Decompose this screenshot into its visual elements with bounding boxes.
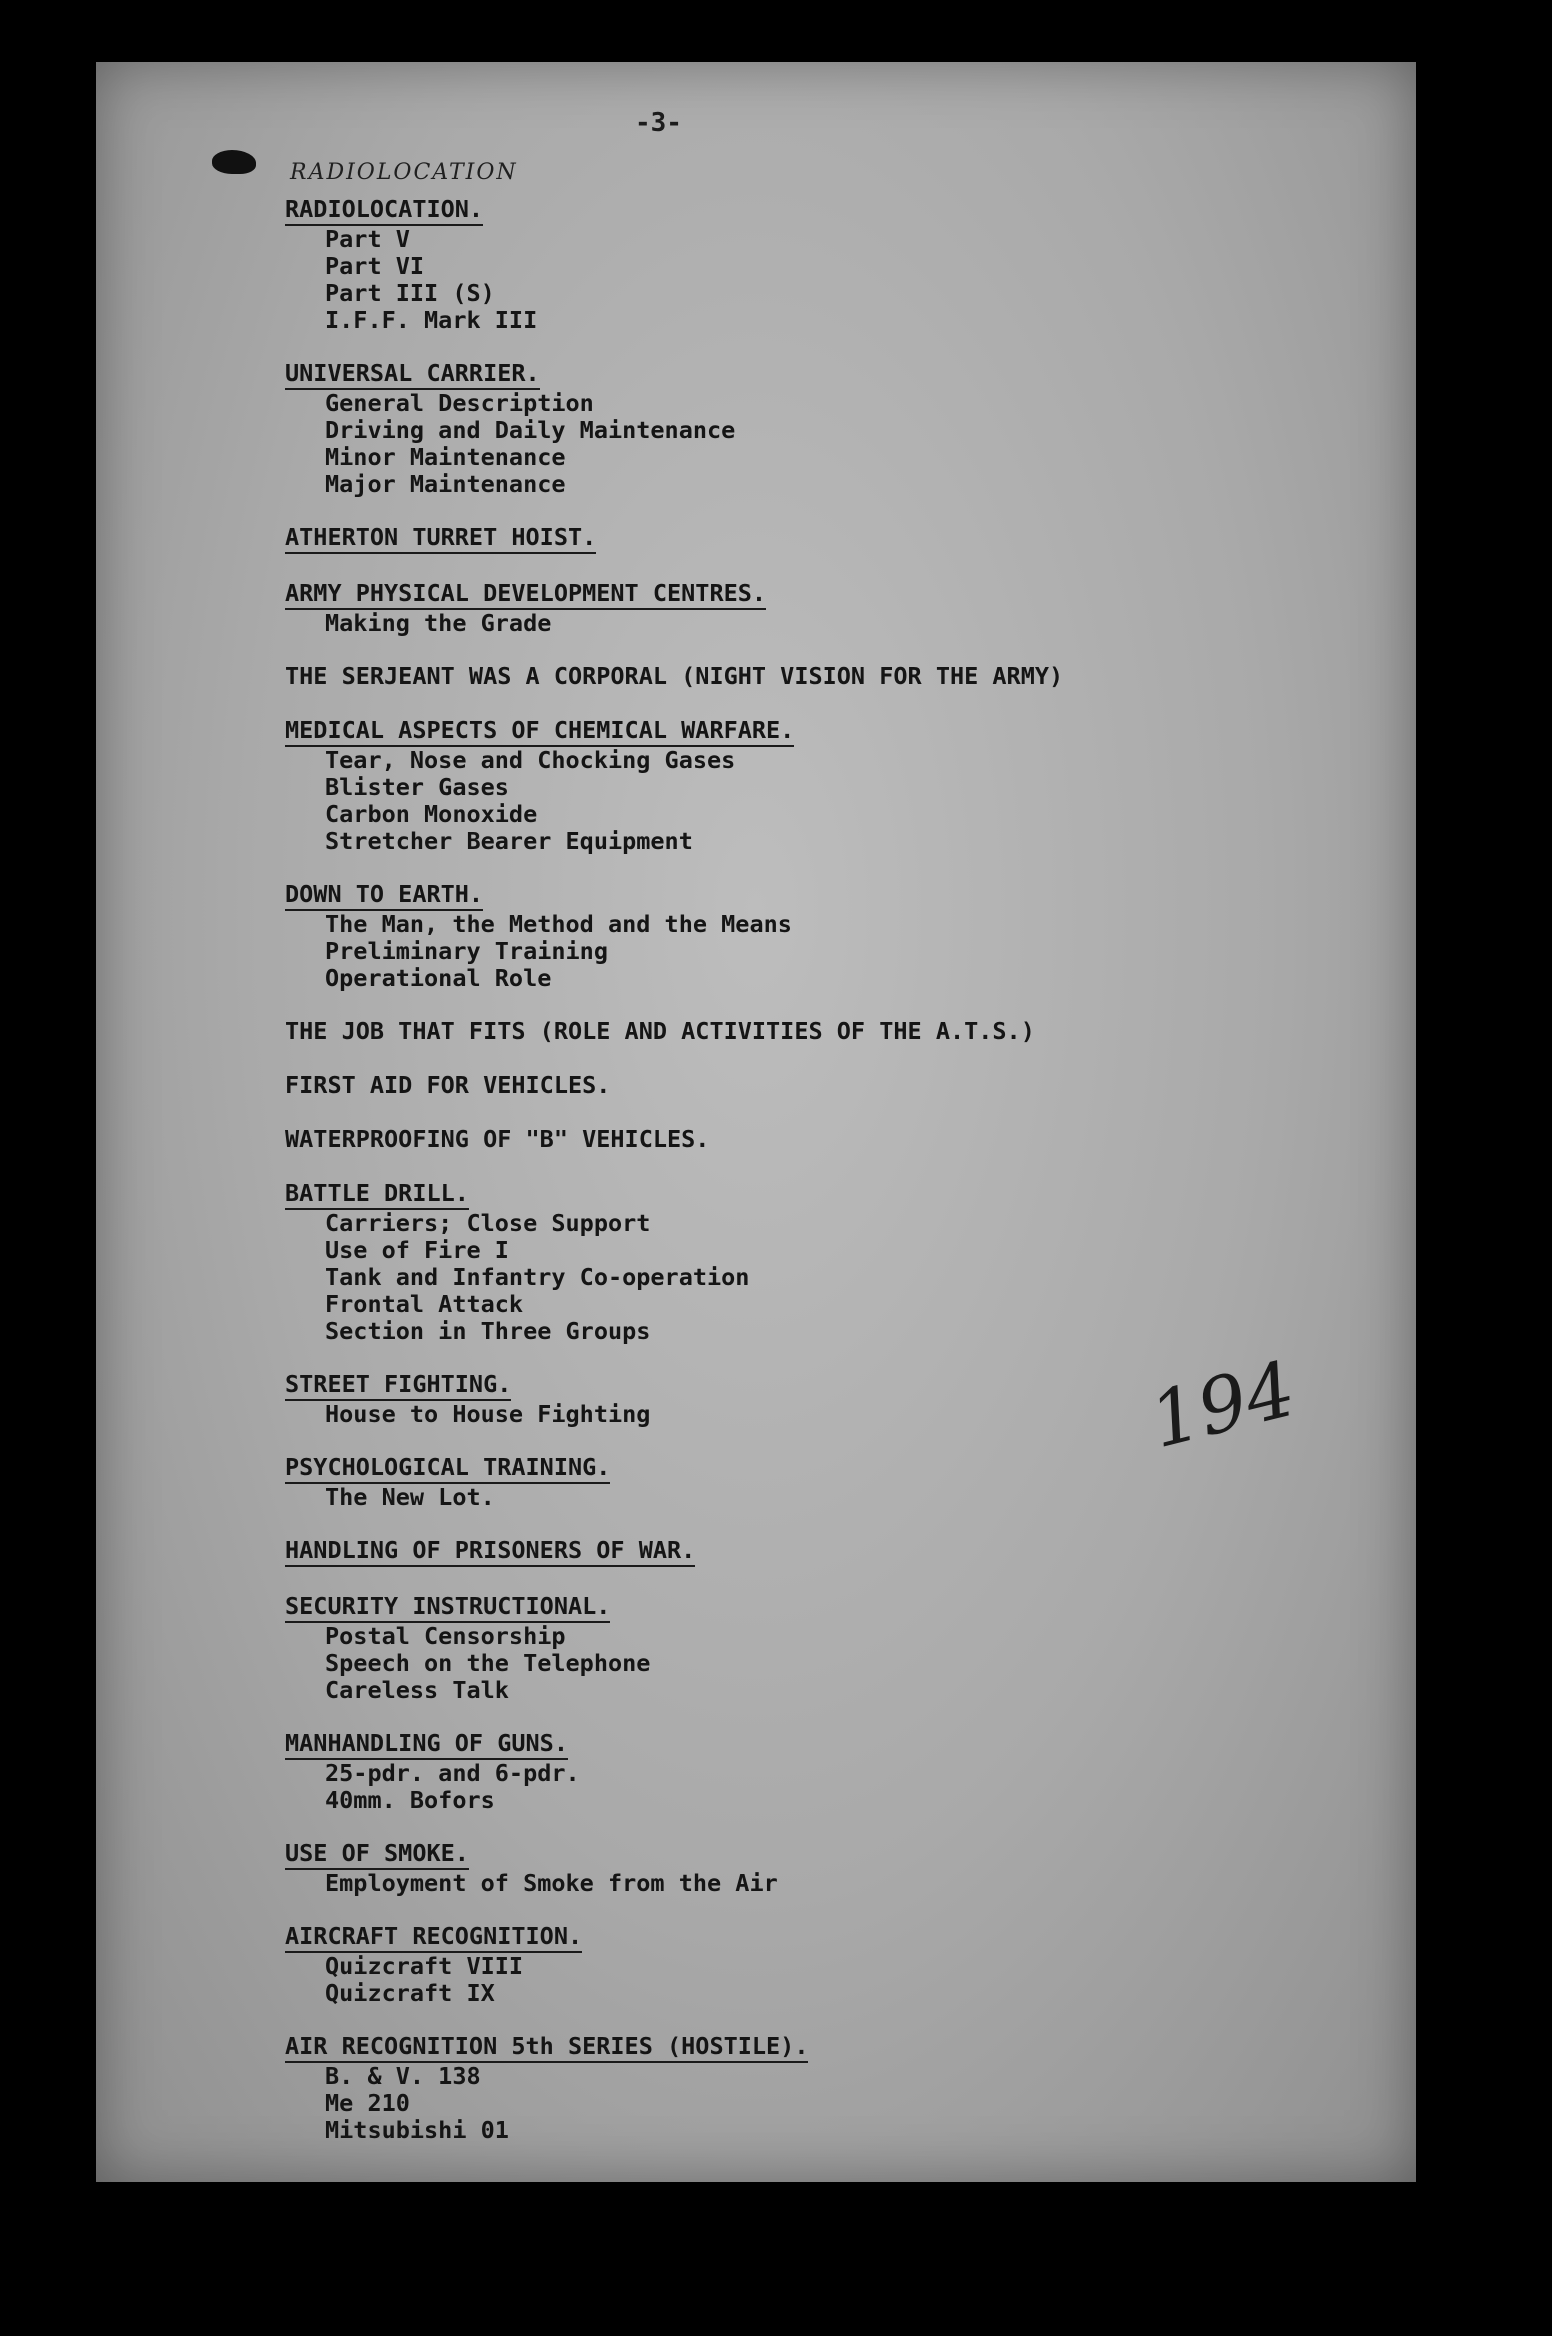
section: [285, 1593, 1385, 1704]
document-body: [285, 196, 1385, 2170]
section-item: Section in Three Groups: [325, 1317, 651, 1345]
section: [285, 1018, 1385, 1046]
section-item: Quizcraft VIII: [325, 1952, 524, 1980]
section-heading: AIR RECOGNITION 5th SERIES (HOSTILE).: [285, 2033, 808, 2063]
section: [285, 524, 1385, 554]
section-item: Part VI: [325, 252, 425, 280]
section-heading: ATHERTON TURRET HOIST.: [285, 524, 596, 554]
section-item: Minor Maintenance: [325, 443, 566, 471]
section-heading: HANDLING OF PRISONERS OF WAR.: [285, 1537, 695, 1567]
section-item: Carriers; Close Support: [325, 1209, 651, 1237]
section-heading: UNIVERSAL CARRIER.: [285, 360, 540, 390]
ink-blot: [212, 150, 256, 174]
section-heading: THE SERJEANT WAS A CORPORAL (NIGHT VISION FOR THE ARMY): [285, 662, 1064, 690]
section-item: Major Maintenance: [325, 470, 566, 498]
section-heading: THE JOB THAT FITS (ROLE AND ACTIVITIES OF THE A.T.S.): [285, 1017, 1035, 1045]
section-item: Frontal Attack: [325, 1290, 524, 1318]
section: [285, 2033, 1385, 2144]
section: [285, 1537, 1385, 1567]
section-item: Use of Fire I: [325, 1236, 509, 1264]
page-number: -3-: [635, 108, 682, 138]
section-item: Speech on the Telephone: [325, 1649, 651, 1677]
section-item: 25-pdr. and 6-pdr.: [325, 1759, 580, 1787]
section-item: Quizcraft IX: [325, 1979, 495, 2007]
section-item: Tank and Infantry Co-operation: [325, 1263, 750, 1291]
section: [285, 1454, 1385, 1511]
section-heading: WATERPROOFING OF "B" VEHICLES.: [285, 1125, 710, 1153]
section-item: Preliminary Training: [325, 937, 608, 965]
section-item: Blister Gases: [325, 773, 509, 801]
section-heading: MANHANDLING OF GUNS.: [285, 1730, 568, 1760]
section: [285, 1126, 1385, 1154]
section-heading: PSYCHOLOGICAL TRAINING.: [285, 1454, 610, 1484]
section-heading: MEDICAL ASPECTS OF CHEMICAL WARFARE.: [285, 717, 794, 747]
section-item: Careless Talk: [325, 1676, 509, 1704]
section-item: Operational Role: [325, 964, 552, 992]
section-item: Mitsubishi 01: [325, 2116, 509, 2144]
section-heading: STREET FIGHTING.: [285, 1371, 511, 1401]
section-item: Postal Censorship: [325, 1622, 566, 1650]
section-item: Making the Grade: [325, 609, 552, 637]
section: [285, 580, 1385, 637]
section: [285, 1923, 1385, 2007]
section-heading: BATTLE DRILL.: [285, 1180, 469, 1210]
section: [285, 196, 1385, 334]
section-item: I.F.F. Mark III: [325, 306, 538, 334]
section-heading: RADIOLOCATION.: [285, 196, 483, 226]
section: [285, 717, 1385, 855]
section: [285, 881, 1385, 992]
section-item: Employment of Smoke from the Air: [325, 1869, 778, 1897]
section: [285, 1840, 1385, 1897]
section-item: Stretcher Bearer Equipment: [325, 827, 693, 855]
handwritten-title: RADIOLOCATION: [290, 160, 518, 185]
section-heading: DOWN TO EARTH.: [285, 881, 483, 911]
section-item: 40mm. Bofors: [325, 1786, 495, 1814]
section: [285, 1072, 1385, 1100]
section-heading: USE OF SMOKE.: [285, 1840, 469, 1870]
section: [285, 1180, 1385, 1345]
section-item: Tear, Nose and Chocking Gases: [325, 746, 736, 774]
section-heading: SECURITY INSTRUCTIONAL.: [285, 1593, 610, 1623]
section-item: The Man, the Method and the Means: [325, 910, 792, 938]
handwritten-margin-number: 194: [1141, 1343, 1304, 1466]
section: [285, 663, 1385, 691]
section-item: Carbon Monoxide: [325, 800, 538, 828]
section: [285, 360, 1385, 498]
section-item: B. & V. 138: [325, 2062, 481, 2090]
section-item: House to House Fighting: [325, 1400, 651, 1428]
section: [285, 1371, 1385, 1428]
section-item: Part III (S): [325, 279, 495, 307]
section-heading: FIRST AID FOR VEHICLES.: [285, 1071, 611, 1099]
section-heading: ARMY PHYSICAL DEVELOPMENT CENTRES.: [285, 580, 766, 610]
section-item: General Description: [325, 389, 594, 417]
section-heading: AIRCRAFT RECOGNITION.: [285, 1923, 582, 1953]
section-item: Part V: [325, 225, 410, 253]
section-item: Me 210: [325, 2089, 410, 2117]
section-item: The New Lot.: [325, 1483, 495, 1511]
section-item: Driving and Daily Maintenance: [325, 416, 736, 444]
section: [285, 1730, 1385, 1814]
